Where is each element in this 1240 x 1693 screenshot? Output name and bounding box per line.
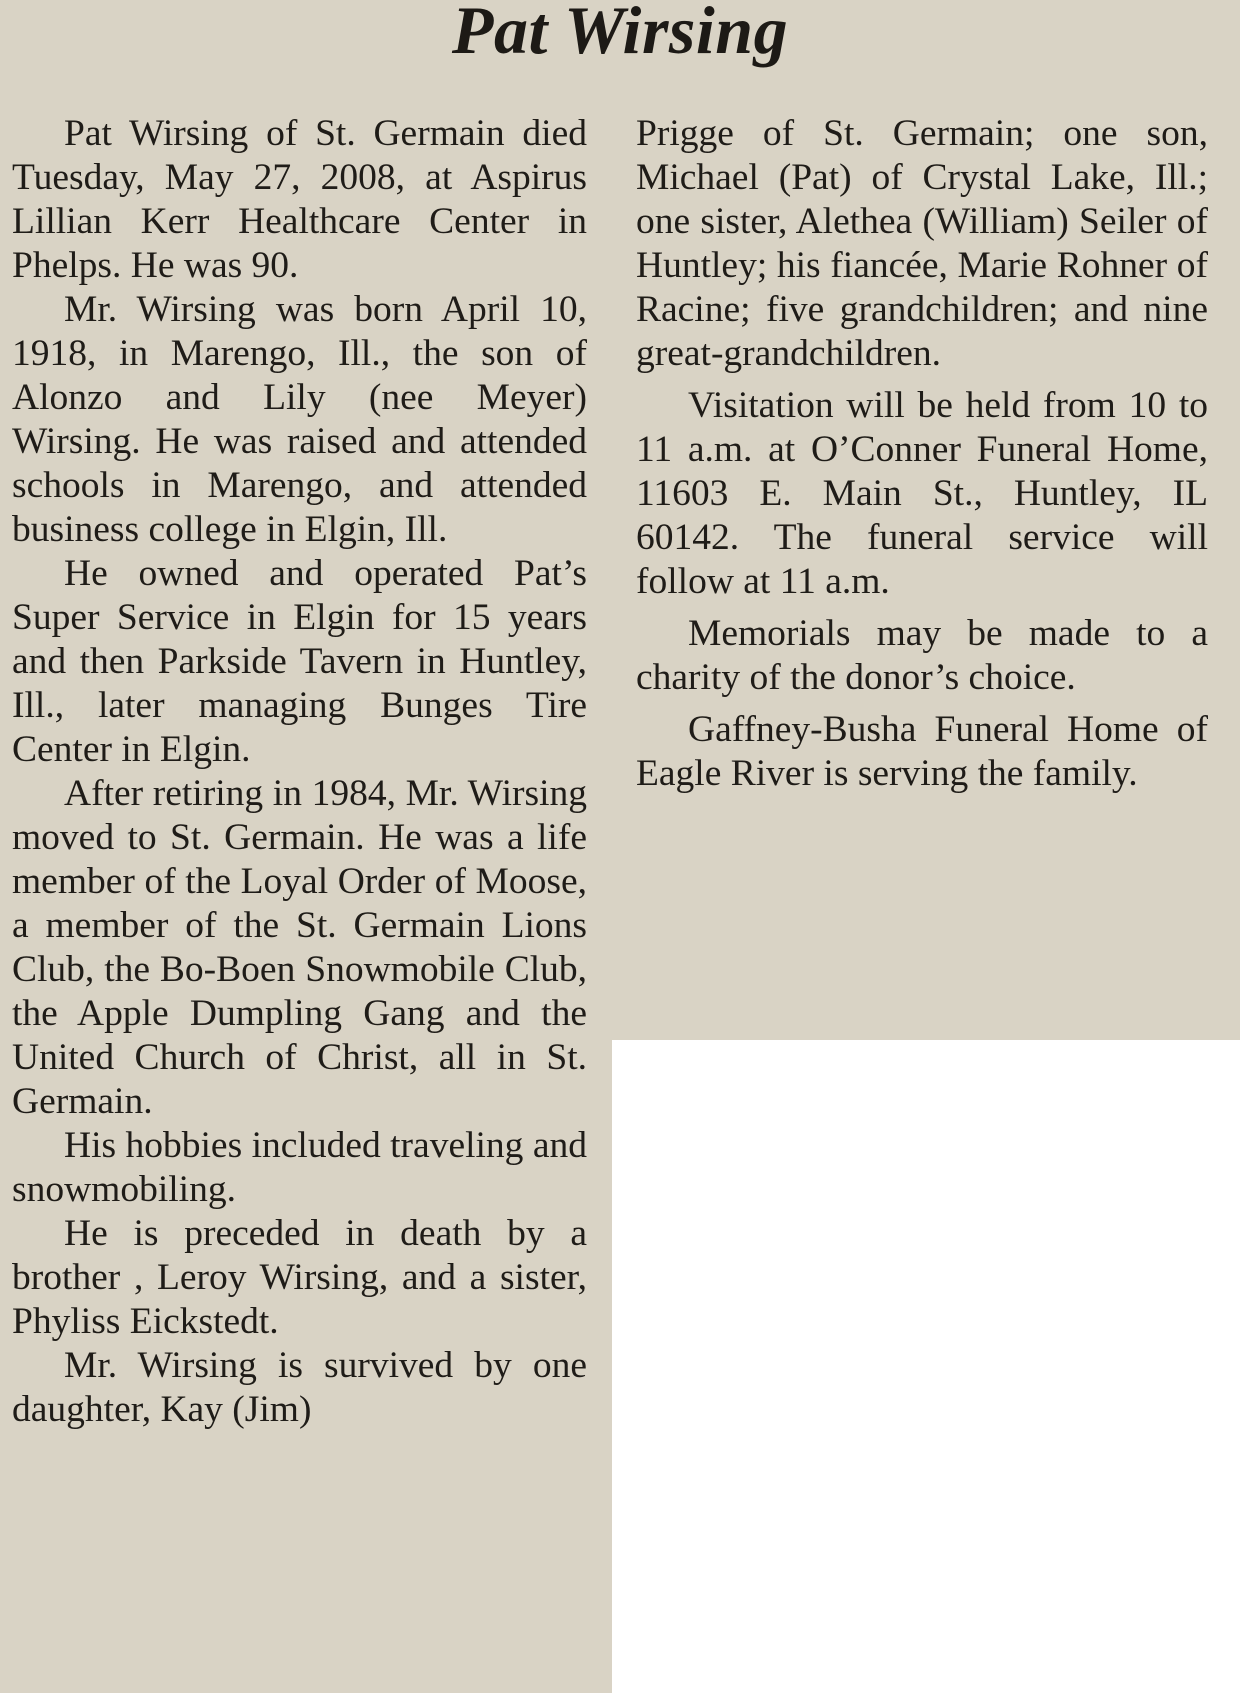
paragraph-hobbies: His hobbies included traveling and snowmobiling. [12, 1125, 587, 1210]
paragraph-preceded-in-death: He is preceded in death by a brother , Leroy Wirsing, and a sister, Phyliss Eickstedt. [12, 1213, 587, 1342]
paragraph-funeral-home: Gaffney-Busha Funeral Home of Eagle River is serving the family. [636, 709, 1208, 794]
paragraph-memorials: Memorials may be made to a charity of the donor’s choice. [636, 613, 1208, 698]
paragraph-death-notice: Pat Wirsing of St. Germain died Tuesday, May 27, 2008, at Aspirus Lillian Kerr Healthcare Center in Phelps. He was 90. [12, 113, 587, 286]
obituary-headline: Pat Wirsing [451, 0, 789, 68]
paragraph-career: He owned and operated Pat’s Super Service in Elgin for 15 years and then Parkside Tavern in Huntley, Ill., later managing Bunges Tire Center in Elgin. [12, 553, 587, 770]
paragraph-visitation: Visitation will be held from 10 to 11 a.m. at O’Conner Funeral Home, 11603 E. Main St., Huntley, IL 60142. The funeral service will follow at 11 a.m. [636, 385, 1208, 602]
paragraph-survivors-continued: Prigge of St. Germain; one son, Michael (Pat) of Crystal Lake, Ill.; one sister, Alethea (William) Seiler of Huntley; his fiancée, Marie Rohner of Racine; five grandchildren; and nine great-grandchildren. [636, 113, 1208, 374]
paragraph-birth-and-schooling: Mr. Wirsing was born April 10, 1918, in Marengo, Ill., the son of Alonzo and Lily (nee Meyer) Wirsing. He was raised and attended schools in Marengo, and attended business college in Elgin, Ill. [12, 289, 587, 550]
left-column [12, 112, 587, 1432]
paragraph-survivors-start: Mr. Wirsing is survived by one daughter, Kay (Jim) [12, 1345, 587, 1430]
paragraph-retirement-and-memberships: After retiring in 1984, Mr. Wirsing moved to St. Germain. He was a life member of the Loyal Order of Moose, a member of the St. Germain Lions Club, the Bo-Boen Snowmobile Club, the Apple Dumpling Gang and the United Church of Christ, all in St. Germain. [12, 773, 587, 1122]
right-column [636, 112, 1208, 796]
